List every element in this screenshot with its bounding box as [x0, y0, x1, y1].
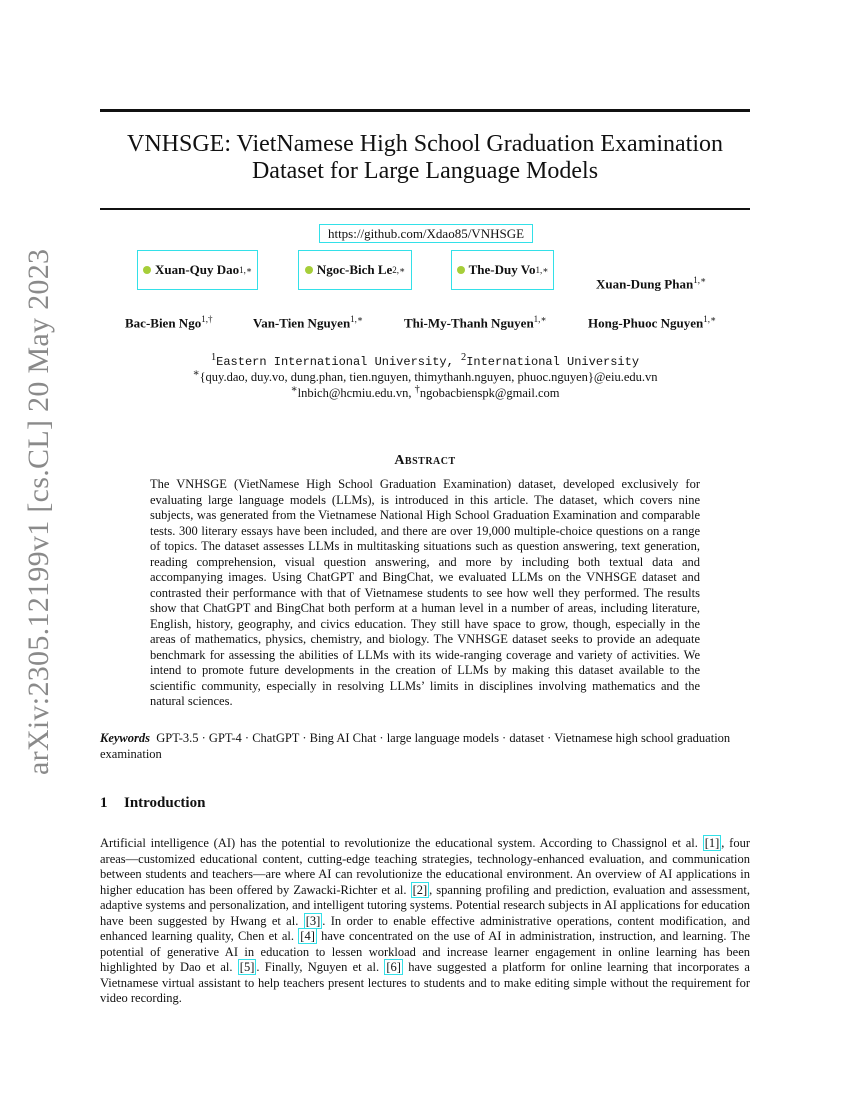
abstract-heading: Abstract [394, 453, 456, 468]
intro-text: . Finally, Nguyen et al. [256, 960, 385, 974]
author-dao[interactable] [137, 250, 258, 290]
section-title: Introduction [124, 795, 206, 811]
affil-sup: 2 [461, 352, 467, 363]
intro-text: . In order to enable effective administrative operations, content modification, and enhanced learning quality, Chen et al. [100, 913, 751, 943]
citation-link[interactable]: [6] [386, 960, 401, 974]
author-thi-my-thanh [404, 311, 547, 331]
author-le[interactable] [298, 250, 412, 290]
orcid-icon [457, 266, 465, 274]
email-sup: ∗ [192, 368, 200, 379]
email-ngo: ngobacbienspk@gmail.com [419, 386, 560, 401]
repo-link[interactable]: https://github.com/Xdao85/VNHSGE [319, 224, 533, 243]
title-top-rule [100, 109, 750, 112]
email-sup: † [414, 384, 420, 395]
author-affil-sup: 1,∗ [693, 275, 707, 285]
citation-link[interactable]: [1] [704, 836, 720, 850]
author-name: Xuan-Dung Phan [596, 276, 694, 292]
intro-text: , four areas—customized educational content, cutting-edge teaching strategies, technology-enhanced evaluation, and communication between students and teachers—are where AI can revolutionize the educational environment. An overview of AI applications in higher education has been offered by Zawacki-Richter et al. [100, 836, 750, 897]
author-affil-sup: 1,∗ [535, 264, 549, 275]
title-line-1: VNHSGE: VietNamese High School Graduation Examination [126, 131, 723, 157]
author-affil-sup: 1,∗ [239, 264, 253, 275]
author-van-tien [253, 311, 363, 331]
email-line-others [100, 382, 750, 401]
author-affil-sup: 1,† [201, 314, 213, 324]
author-name: The-Duy Vo [468, 262, 536, 277]
title-line-2: Dataset for Large Language Models [251, 158, 599, 184]
author-name: Van-Tien Nguyen [253, 315, 351, 331]
keywords [100, 731, 750, 762]
author-name: Hong-Phuoc Nguyen [588, 315, 704, 331]
keywords-text: GPT-3.5 · GPT-4 · ChatGPT · Bing AI Chat · large language models · dataset · Vietnamese high school graduation examination [100, 731, 731, 761]
author-affil-sup: 2,∗ [392, 264, 406, 275]
email-lnbich: lnbich@hcmiu.edu.vn, [297, 386, 415, 401]
introduction-paragraph [100, 836, 750, 1007]
author-affil-sup: 1,∗ [350, 314, 364, 324]
intro-text: , spanning profiling and prediction, evaluation and assessment, adaptive systems and personalization, and intelligent tutoring systems. Potential research subjects in AI applications for education have been suggested by Hwang et al. [100, 882, 751, 928]
keywords-label: Keywords [100, 731, 150, 745]
orcid-icon [143, 266, 151, 274]
title-bottom-rule [100, 208, 750, 210]
section-heading-introduction [100, 795, 205, 812]
author-name: Ngoc-Bich Le [316, 262, 393, 277]
citation-link[interactable]: [4] [300, 929, 315, 943]
author-affil-sup: 1,∗ [703, 314, 717, 324]
author-affil-sup: 1,∗ [533, 314, 547, 324]
author-vo[interactable] [451, 250, 554, 290]
author-phan [596, 272, 706, 292]
intro-text: have suggested a platform for online learning that incorporates a Vietnamese virtual assistant to help teachers present lectures to students and to make editing simple without the requirement for video recording. [100, 960, 750, 1005]
section-number: 1 [100, 795, 108, 811]
author-ngo [125, 311, 212, 331]
affil-univ-2: International University [466, 355, 640, 370]
affil-univ-1: Eastern International University, [216, 355, 461, 370]
citation-link[interactable]: [2] [412, 882, 428, 897]
email-sup: ∗ [290, 384, 298, 395]
citation-link[interactable]: [5] [239, 960, 255, 974]
author-name: Xuan-Quy Dao [154, 262, 240, 277]
email-eiu: {quy.dao, duy.vo, dung.phan, tien.nguyen, thimythanh.nguyen, phuoc.nguyen}@eiu.edu.vn [199, 370, 658, 385]
author-name: Bac-Bien Ngo [125, 315, 202, 331]
intro-text: have concentrated on the use of AI in administration, instruction, and learning. The potential of generative AI in education to lessen workload and increase learner engagement in online learning has been highlighted by Dao et al. [100, 929, 750, 974]
arxiv-side-stamp: arXiv:2305.12199v1 [cs.CL] 20 May 2023 [22, 248, 55, 775]
author-hong-phuoc [588, 311, 716, 331]
citation-link[interactable]: [3] [305, 913, 321, 928]
author-name: Thi-My-Thanh Nguyen [404, 315, 534, 331]
orcid-icon [305, 266, 313, 274]
intro-text: Artificial intelligence (AI) has the potential to revolutionize the educational system. According to Chassignol et al. [100, 836, 703, 850]
abstract-body: The VNHSGE (VietNamese High School Graduation Examination) dataset, developed exclusively for evaluating large language models (LLMs), is introduced in this article. The dataset, which covers nine subjects, was generated from the Vietnamese National High School Graduation Examination and comparable tests. 300 literary essays have been included, and there are over 19,000 multiple-choice questions on a range of topics. The dataset assesses LLMs in multitasking situations such as question answering, text generation, reading comprehension, visual question answering, and more by including both textual data and accompanying images. Using ChatGPT and BingChat, we evaluated LLMs on the VNHSGE dataset and contrasted their performance with that of Vietnamese students to see how well they performed. The results show that ChatGPT and BingChat both perform at a human level in a number of areas, including literature, English, history, geography, and civics education. They still have space to grow, though, especially in the areas of mathematics, physics, chemistry, and biology. The VNHSGE dataset seeks to provide an adequate benchmark for assessing the abilities of LLMs with its wide-ranging coverage and variety of activities. We intend to promote future developments in the creation of LLMs by making this dataset available to the scientific community, especially in resolving LLMs’ limits in disciplines involving mathematics and the natural sciences. [150, 477, 700, 708]
paper-title [100, 131, 750, 185]
affil-sup: 1 [210, 352, 217, 363]
